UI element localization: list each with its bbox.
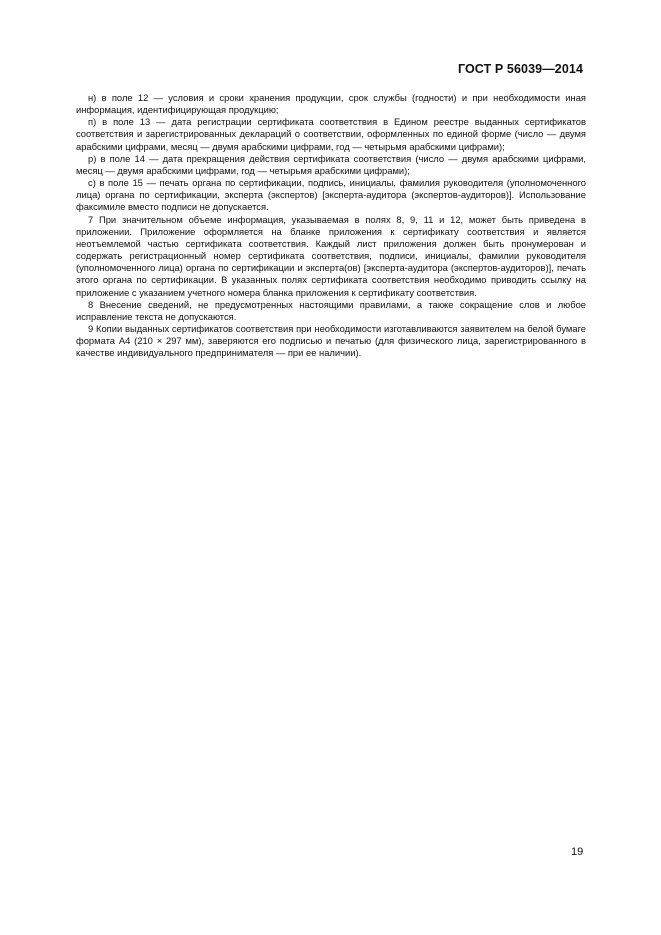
- page-number: 19: [571, 846, 584, 858]
- paragraph-field-14: р) в поле 14 — дата прекращения действия сертификата соответствия (число — двумя арабскими цифрами, месяц — двумя арабскими цифрами, год — четырьмя арабскими цифрами);: [76, 152, 586, 176]
- paragraph-clause-8: 8 Внесение сведений, не предусмотренных настоящими правилами, а также сокращение слов и любое исправление текста не допускаются.: [76, 298, 586, 322]
- paragraph-field-15: с) в поле 15 — печать органа по сертификации, подпись, инициалы, фамилия руководителя (уполномоченного лица) органа по сертификации, эксперта (экспертов) [эксперта-аудитора (экспертов-аудиторов)]. Использование факсимиле вместо подписи не допускается.: [76, 177, 586, 213]
- document-body: [76, 92, 586, 359]
- paragraph-field-13: п) в поле 13 — дата регистрации сертификата соответствия в Едином реестре выданных сертификатов соответствия и зарегистрированных деклараций о соответствии, оформленных по единой форме (число — двумя арабскими цифрами, месяц — двумя арабскими цифрами, год — четырьмя арабскими цифрами);: [76, 116, 586, 152]
- paragraph-clause-7: 7 При значительном объеме информация, указываемая в полях 8, 9, 11 и 12, может быть приведена в приложении. Приложение оформляется на бланке приложения к сертификату соответствия и является неотъемлемой частью сертификата соответствия. Каждый лист приложения должен быть пронумерован и содержать регистрационный номер сертификата соответствия, подписи, инициалы, фамилии руководителя (уполномоченного лица) органа по сертификации и эксперта(ов) [эксперта-аудитора (экспертов-аудиторов)], печать этого органа по сертификации. В указанных полях сертификата соответствия необходимо приводить ссылку на приложение с указанием учетного номера бланка приложения к сертификату соответствия.: [76, 213, 586, 298]
- paragraph-field-12: н) в поле 12 — условия и сроки хранения продукции, срок службы (годности) и при необходимости иная информация, идентифицирующая продукцию;: [76, 92, 586, 116]
- standard-code-header: ГОСТ Р 56039—2014: [457, 62, 583, 76]
- paragraph-clause-9: 9 Копии выданных сертификатов соответствия при необходимости изготавливаются заявителем на белой бумаге формата А4 (210 × 297 мм), заверяются его подписью и печатью (для физического лица, зарегистрированного в качестве индивидуального предпринимателя — при ее наличии).: [76, 322, 586, 359]
